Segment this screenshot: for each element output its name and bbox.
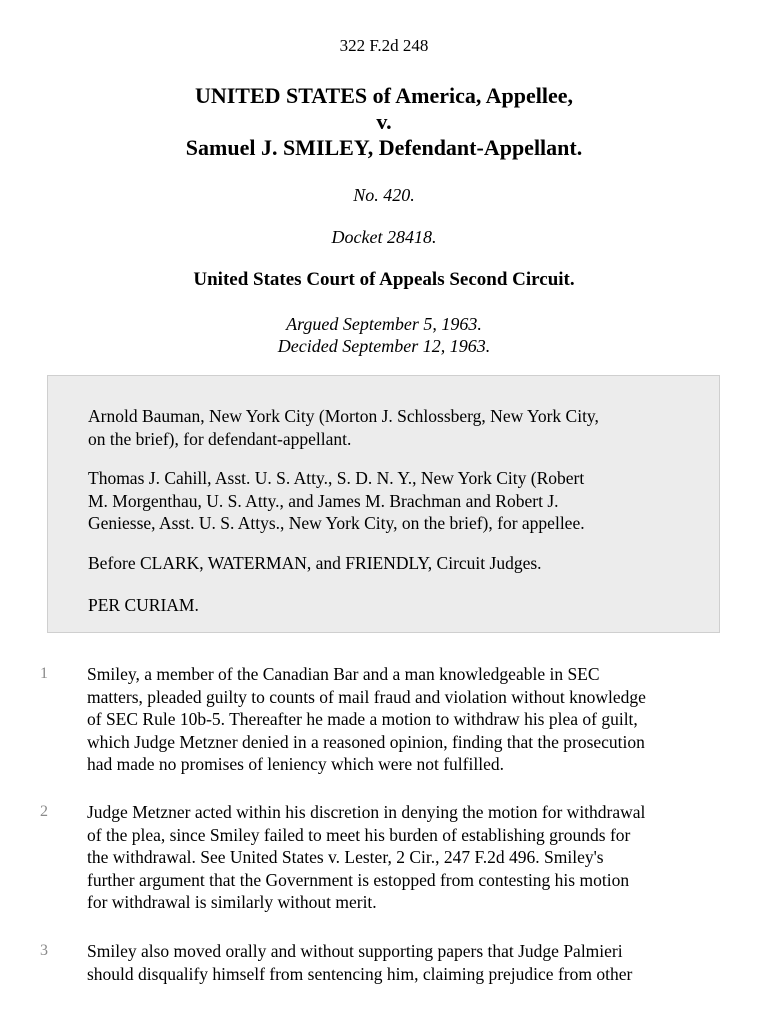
panel-judges: Before CLARK, WATERMAN, and FRIENDLY, Circuit Judges. — [88, 553, 542, 573]
case-title — [0, 83, 768, 161]
case-citation: 322 F.2d 248 — [339, 36, 429, 55]
appellee-counsel-line: Geniesse, Asst. U. S. Attys., New York City, on the brief), for appellee. — [88, 513, 585, 533]
paragraph-text — [87, 940, 727, 985]
per-curiam: PER CURIAM. — [88, 595, 199, 615]
appellant-counsel — [88, 405, 688, 450]
decided-date: Decided September 12, 1963. — [277, 336, 491, 356]
paragraph-line: of the plea, since Smiley failed to meet his burden of establishing grounds for — [87, 824, 631, 845]
paragraph-line: Smiley, a member of the Canadian Bar and a man knowledgeable in SEC — [87, 664, 600, 684]
docket-number: Docket 28418. — [331, 227, 437, 247]
appellant-counsel-line: on the brief), for defendant-appellant. — [88, 428, 352, 449]
appellee-counsel — [88, 467, 688, 535]
case-number: No. 420. — [353, 185, 415, 205]
paragraph-line: matters, pleaded guilty to counts of mail fraud and violation without knowledge — [87, 686, 646, 707]
paragraph-number[interactable]: 3 — [40, 942, 48, 959]
appellant-counsel-line: Arnold Bauman, New York City (Morton J. Schlossberg, New York City, — [88, 406, 599, 426]
paragraph-text — [87, 663, 727, 776]
paragraph-number[interactable]: 1 — [40, 665, 48, 682]
counsel-box — [47, 375, 720, 633]
appellee-counsel-line: M. Morgenthau, U. S. Atty., and James M. Brachman and Robert J. — [88, 490, 559, 511]
paragraph-line: had made no promises of leniency which were not fulfilled. — [87, 754, 504, 774]
paragraph-number[interactable]: 2 — [40, 803, 48, 820]
paragraph-line: which Judge Metzner denied in a reasoned opinion, finding that the prosecution — [87, 731, 645, 752]
paragraph-line: Judge Metzner acted within his discretion in denying the motion for withdrawal — [87, 802, 646, 822]
paragraph-text — [87, 801, 727, 914]
argued-date: Argued September 5, 1963. — [286, 314, 482, 334]
appellee-counsel-line: Thomas J. Cahill, Asst. U. S. Atty., S. D. N. Y., New York City (Robert — [88, 468, 585, 488]
paragraph-line: of SEC Rule 10b-5. Thereafter he made a motion to withdraw his plea of guilt, — [87, 709, 638, 729]
case-title-appellant: Samuel J. SMILEY, Defendant-Appellant. — [185, 135, 583, 160]
court-name: United States Court of Appeals Second Circuit. — [193, 269, 575, 290]
paragraph-line: the withdrawal. See United States v. Lester, 2 Cir., 247 F.2d 496. Smiley's — [87, 847, 604, 867]
case-title-appellee: UNITED STATES of America, Appellee, — [194, 83, 574, 108]
paragraph-line: should disqualify himself from sentencing him, claiming prejudice from other — [87, 963, 633, 984]
paragraph-line: for withdrawal is similarly without merit. — [87, 892, 377, 912]
paragraph-line: further argument that the Government is estopped from contesting his motion — [87, 869, 630, 890]
paragraph-line: Smiley also moved orally and without supporting papers that Judge Palmieri — [87, 941, 623, 961]
case-title-versus: v. — [376, 109, 392, 134]
